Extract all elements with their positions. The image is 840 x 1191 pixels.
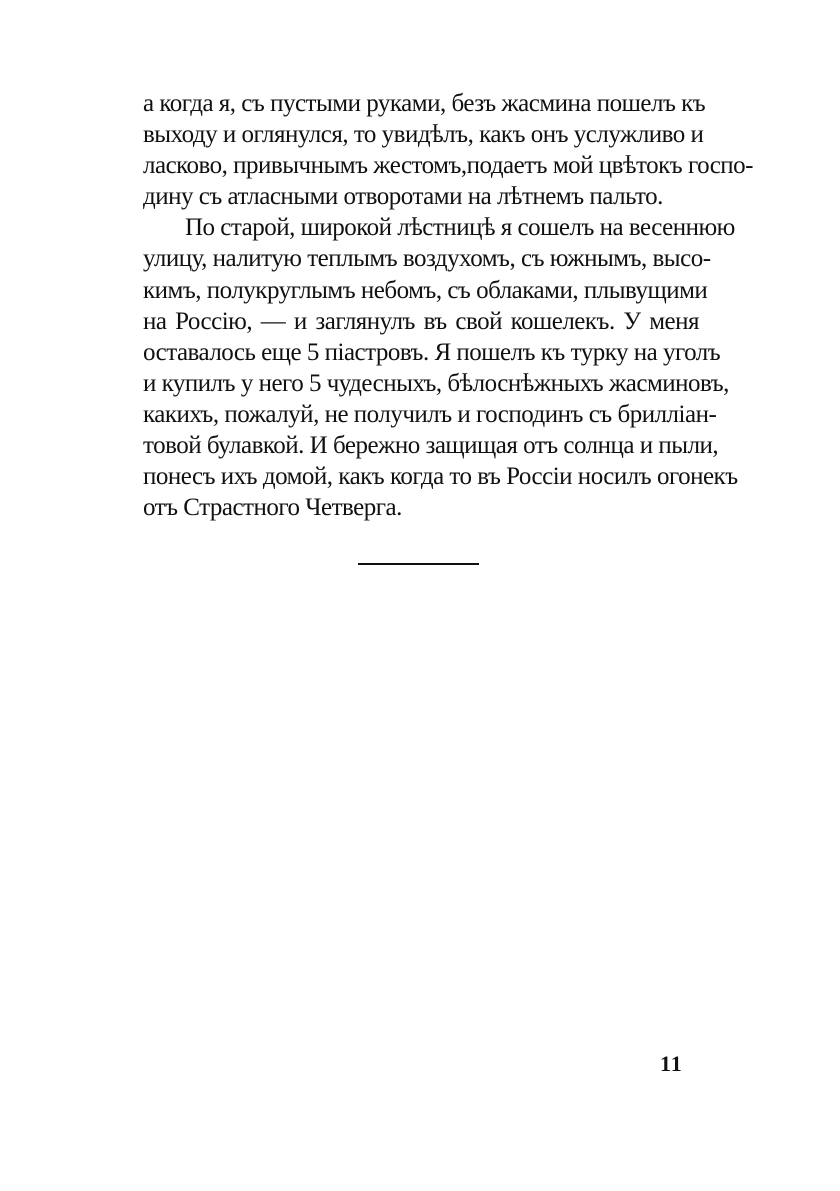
text-line: и купилъ у него 5 чудесныхъ, бѣлоснѣжныхъ жасминовъ, bbox=[143, 369, 729, 397]
text-line: выходу и оглянулся, то увидѣлъ, какъ онъ услужливо и bbox=[143, 121, 704, 149]
text-line: какихъ, пожалуй, не получилъ и господинъ съ брилліан- bbox=[143, 400, 717, 428]
text-line: понесъ ихъ домой, какъ когда то въ Россіи носилъ огонекъ bbox=[143, 463, 738, 491]
section-divider bbox=[358, 563, 479, 565]
text-line: на Россію, — и заглянулъ въ свой кошелекъ. У меня bbox=[143, 307, 699, 335]
text-line: ласково, привычнымъ жестомъ,подаетъ мой цвѣтокъ госпо- bbox=[143, 152, 754, 180]
text-line: оставалось еще 5 піастровъ. Я пошелъ къ турку на уголъ bbox=[143, 338, 721, 366]
text-line: По старой, широкой лѣстницѣ я сошелъ на весеннюю bbox=[185, 214, 735, 242]
text-line: улицу, налитую теплымъ воздухомъ, съ южнымъ, высо- bbox=[143, 245, 711, 273]
text-line: кимъ, полукруглымъ небомъ, съ облаками, плывущими bbox=[143, 276, 708, 304]
text-line: товой булавкой. И бережно защищая отъ солнца и пыли, bbox=[143, 432, 719, 460]
text-line: а когда я, съ пустыми руками, безъ жасмина пошелъ къ bbox=[143, 90, 706, 117]
page-body-text bbox=[143, 88, 754, 523]
text-line: отъ Страстного Четверга. bbox=[143, 494, 402, 522]
page-number: 11 bbox=[660, 1051, 683, 1076]
text-line: дину съ атласными отворотами на лѣтнемъ пальто. bbox=[143, 183, 663, 211]
